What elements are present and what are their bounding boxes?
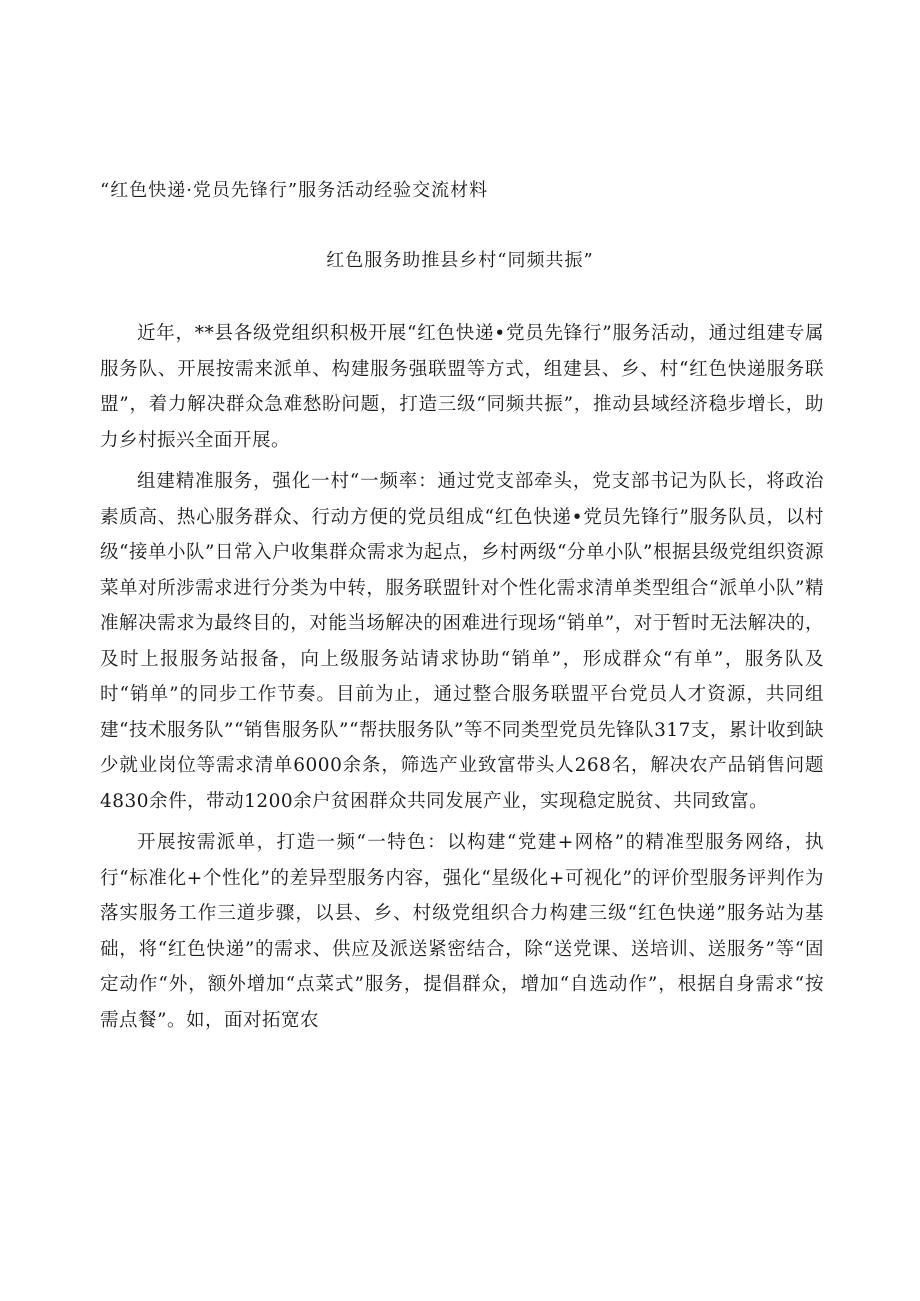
body-paragraph-precise-service: 组建精准服务，强化一村“一频率：通过党支部牵头，党支部书记为队长，将政治素质高、热心服务群众、行动方便的党员组成“红色快递•党员先锋行”服务队员，以村级“接单小队”日常入户收集群众需求为起点，乡村两级“分单小队”根据县级党组织资源菜单对所涉需求进行分类为中转，服务联盟针对个性化需求清单类型组合“派单小队”精准解决需求为最终目的，对能当场解决的困难进行现场“销单”，对于暂时无法解决的，及时上报服务站报备，向上级服务站请求协助“销单”，形成群众“有单”，服务队及时“销单”的同步工作节奏。目前为止，通过整合服务联盟平台党员人才资源，共同组建“技术服务队”“销售服务队”“帮扶服务队”等不同类型党员先锋队317支，累计收到缺少就业岗位等需求清单6000余条，筛选产业致富带头人268名，解决农产品销售问题4830余件，带动1200余户贫困群众共同发展产业，实现稳定脱贫、共同致富。 — [100, 471, 824, 812]
body-paragraph-intro: 近年，**县各级党组织积极开展“红色快递•党员先锋行”服务活动，通过组建专属服务队、开展按需来派单、构建服务强联盟等方式，组建县、乡、村“红色快递服务联盟”，着力解决群众急难愁盼问题，打造三级“同频共振”，推动县域经济稳步增长，助力乡村振兴全面开展。 — [100, 323, 824, 451]
document-body — [100, 316, 824, 1044]
document-title: “红色快递·党员先锋行”服务活动经验交流材料 — [100, 180, 489, 201]
body-paragraph-on-demand-dispatch: 开展按需派单，打造一频“一特色：以构建“党建+网格”的精准型服务网络，执行“标准化+个性化”的差异型服务内容，强化“星级化+可视化”的评价型服务评判作为落实服务工作三道步骤，以县、乡、村级党组织合力构建三级“红色快递”服务站为基础，将“红色快递”的需求、供应及派送紧密结合，除“送党课、送培训、送服务”等“固定动作“外，额外增加“点菜式”服务，提倡群众，增加“自选动作”，根据自身需求“按需点餐”。如，面对拓宽农 — [100, 832, 824, 1031]
document-subtitle: 红色服务助推县乡村“同频共振” — [326, 250, 594, 271]
